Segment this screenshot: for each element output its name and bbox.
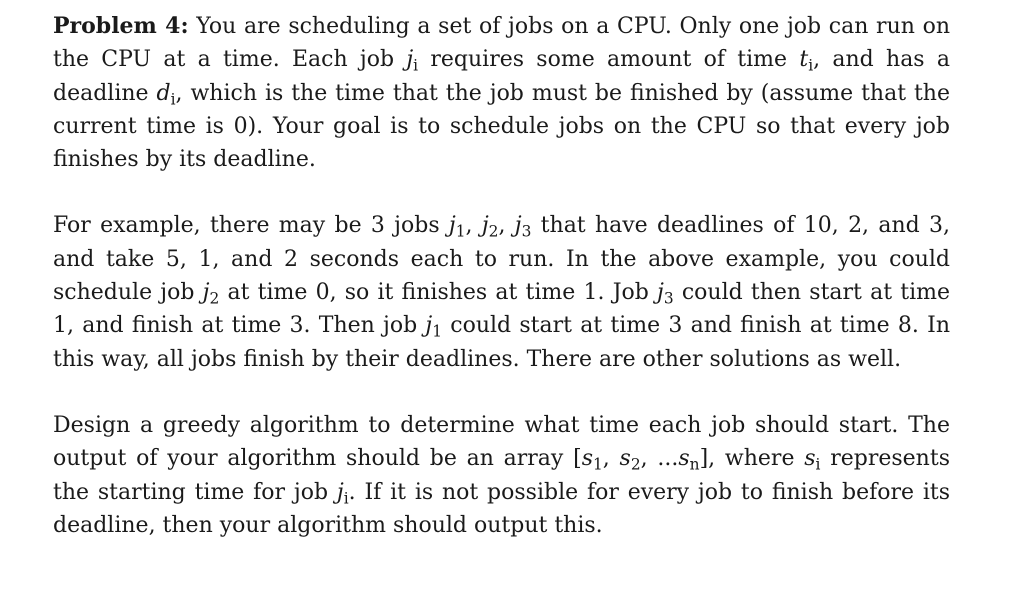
text-run: requires some amount of time	[418, 47, 800, 73]
text-run: represents the starting time for job	[53, 446, 950, 505]
math-job-var: $j_i$	[336, 479, 349, 507]
text-run: . If it is not possible for every job to finish before its deadline, then your algorithm should output this.	[53, 479, 951, 538]
text-run: For example, there may be 3 jobs	[53, 213, 449, 239]
text-run: , which is the time that the job must be finished by (assume that the current time is 0). Your goal is to schedule jobs on the CPU so that every job finishes by its deadline.	[53, 80, 950, 173]
text-run: , and has a deadline	[53, 47, 950, 106]
text-run: that have deadlines of 10, 2, and 3, and take 5, 1, and 2 seconds each to run. In the above example, you could schedule job	[53, 213, 950, 306]
problem-label: Problem 4:	[53, 13, 189, 39]
text-run: You are scheduling a set of jobs on a CPU. Only one job can run on the CPU at a time. Each job	[53, 14, 950, 73]
math-output-array: [$s_1$, $s_2$, $...s_n$]	[573, 446, 709, 474]
math-job2: $j_2$	[202, 280, 220, 308]
text-run: , where	[708, 446, 805, 472]
math-jobs-list: $j_1$, $j_2$, $j_3$	[448, 213, 532, 241]
example-paragraph	[53, 209, 950, 375]
math-job3: $j_3$	[657, 280, 674, 308]
text-run: at time 0, so it finishes at time 1. Job	[219, 280, 658, 306]
text-run: could then start at time 1, and finish at time 3. Then job	[53, 280, 950, 339]
text-run: Design a greedy algorithm to determine what time each job should start. The output of your algorithm should be an array	[53, 412, 950, 472]
math-start-var: $s_i$	[804, 446, 821, 474]
math-time-var: $t_i$	[799, 47, 814, 75]
math-job-var: $j_i$	[406, 47, 419, 75]
problem-statement-paragraph	[53, 10, 950, 176]
math-job1: $j_1$	[425, 313, 443, 341]
math-deadline-var: $d_i$	[156, 80, 176, 108]
text-run: could start at time 3 and finish at time 8. In this way, all jobs finish by their deadlines. There are other solutions as well.	[53, 313, 951, 372]
design-paragraph	[53, 409, 950, 542]
